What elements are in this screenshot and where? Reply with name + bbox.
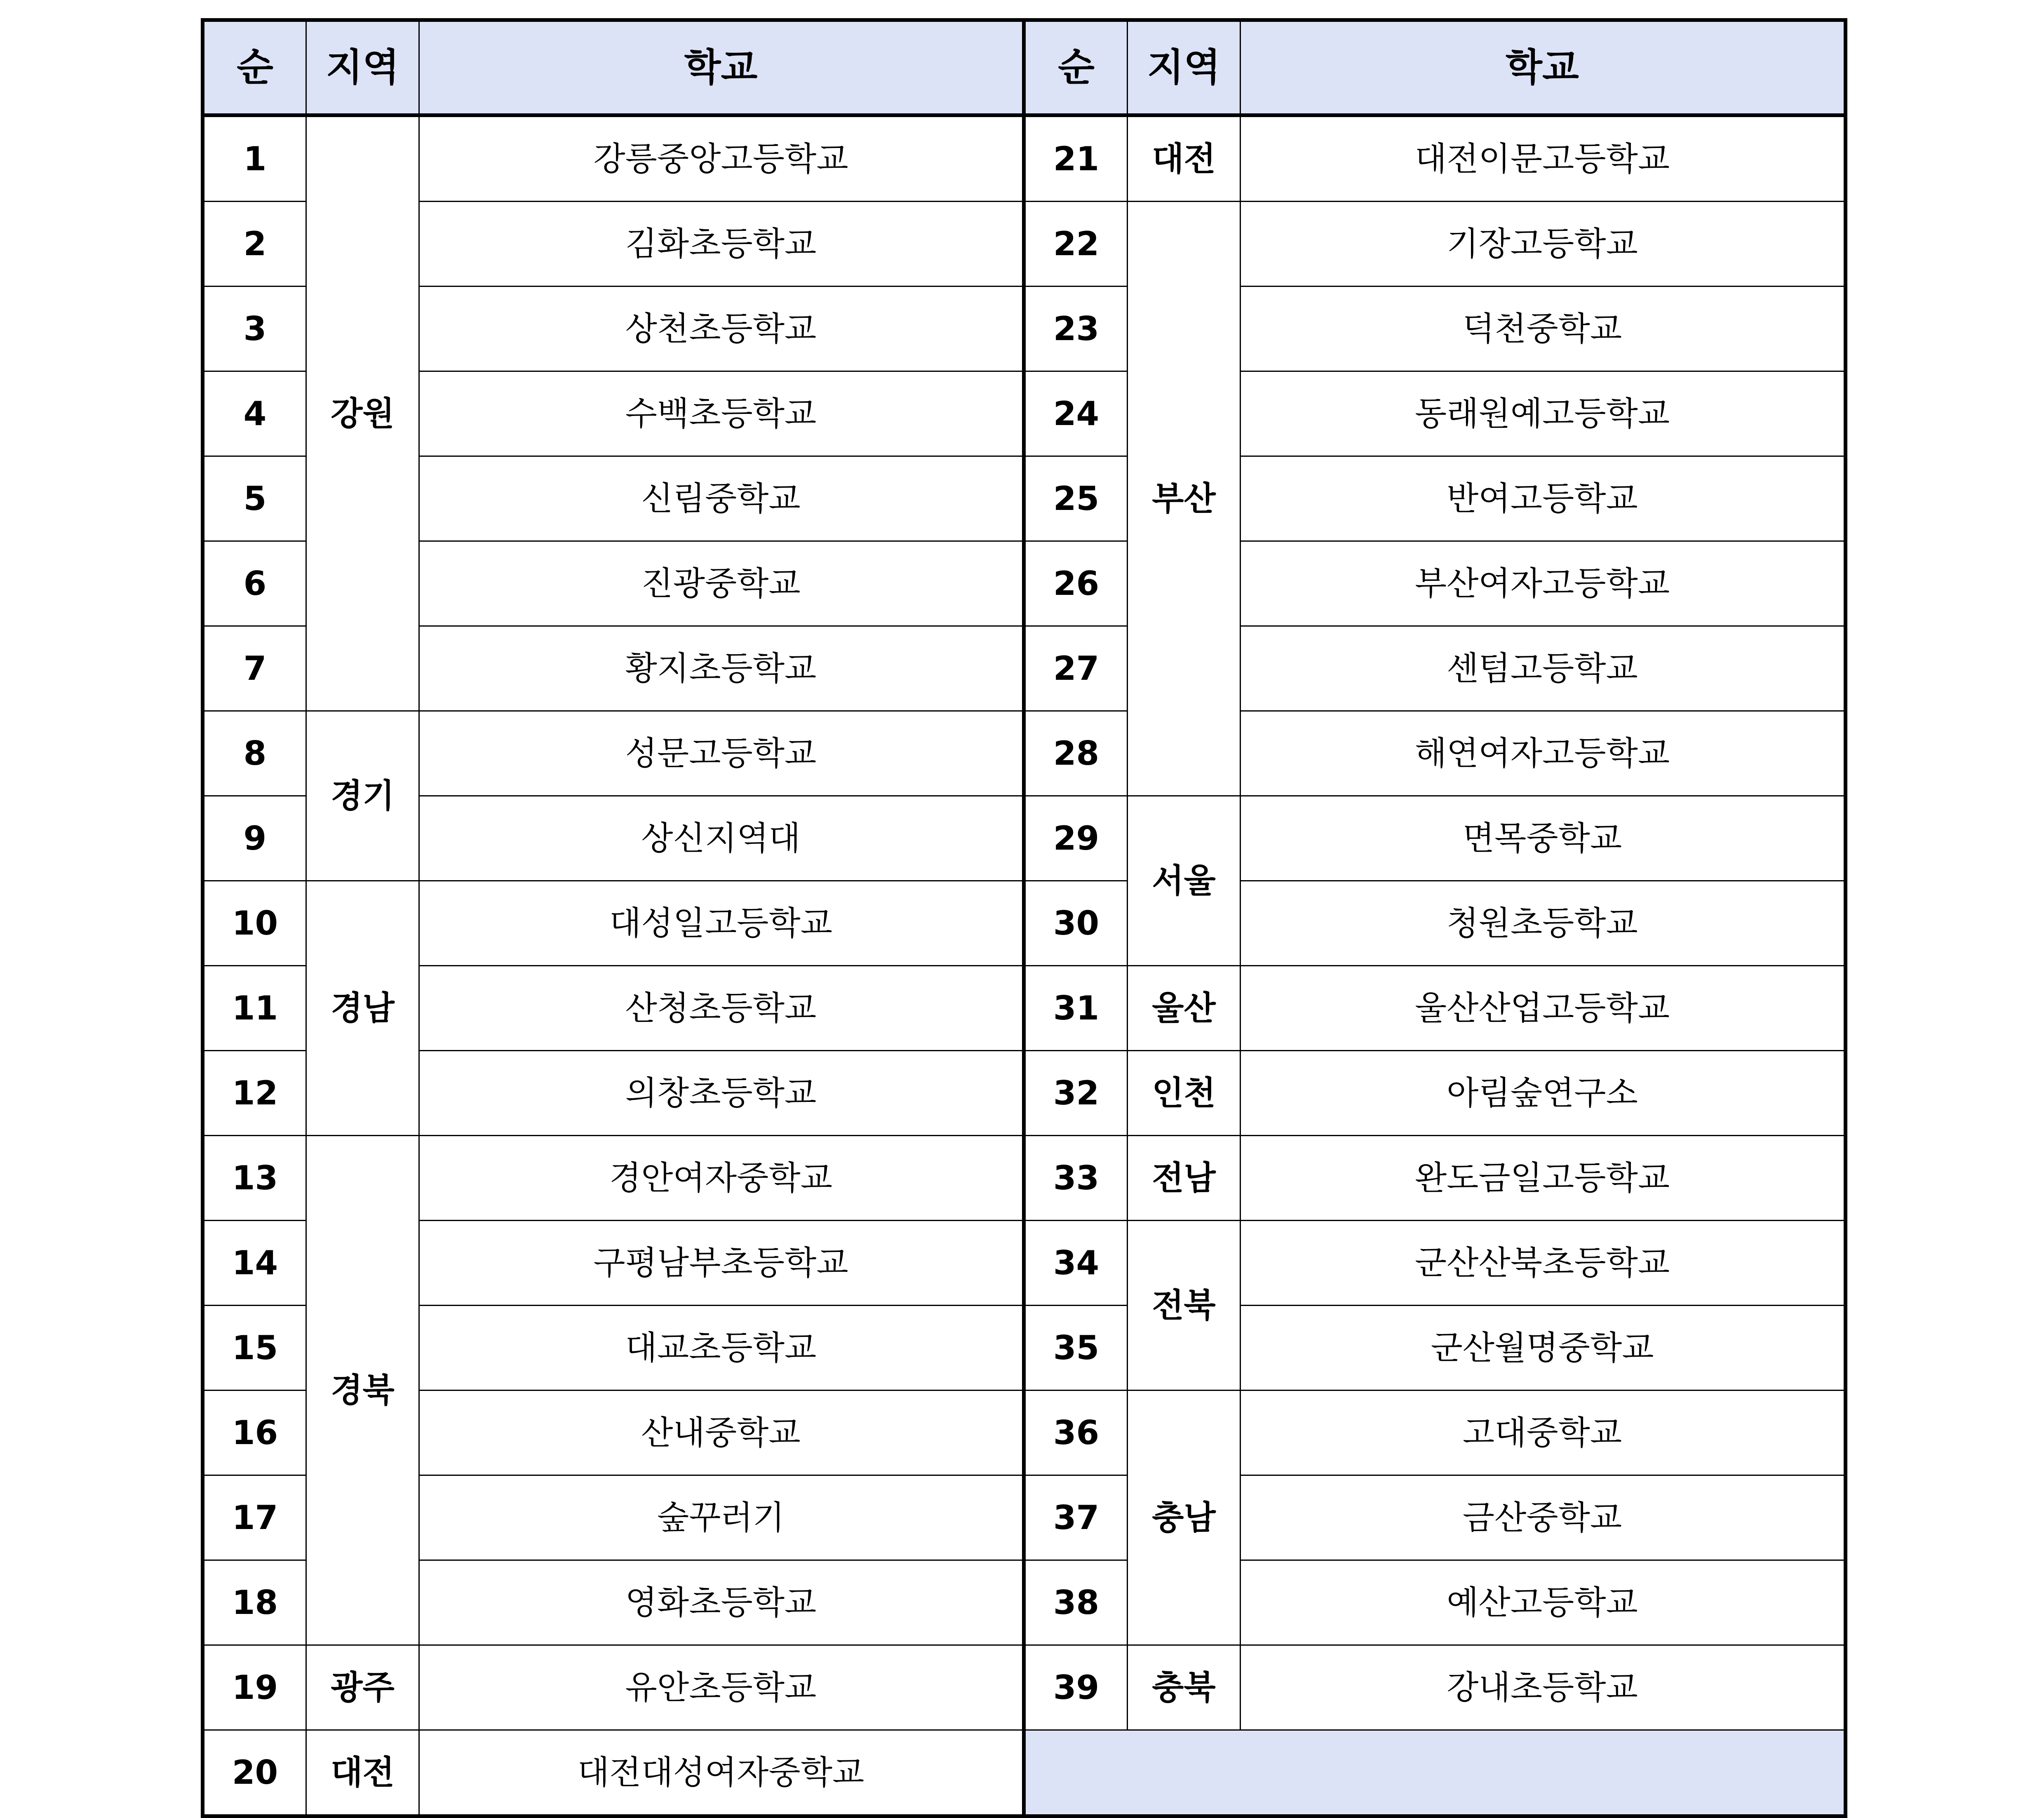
- region-cell: 광주: [306, 1645, 419, 1730]
- row-num: 29: [1024, 796, 1128, 881]
- row-num: 8: [203, 711, 306, 796]
- school-cell: 청원초등학교: [1240, 881, 1846, 966]
- row-num: 3: [203, 287, 306, 371]
- table-row: [203, 1221, 1846, 1306]
- region-cell: 대전: [306, 1730, 419, 1816]
- school-cell: 부산여자고등학교: [1240, 541, 1846, 626]
- row-num: 25: [1024, 456, 1128, 541]
- school-cell: 완도금일고등학교: [1240, 1136, 1846, 1221]
- school-cell: 산청초등학교: [419, 966, 1024, 1051]
- row-num: 1: [203, 115, 306, 202]
- row-num: 30: [1024, 881, 1128, 966]
- school-cell: 대전대성여자중학교: [419, 1730, 1024, 1816]
- school-cell: 동래원예고등학교: [1240, 371, 1846, 456]
- table-row: [203, 1051, 1846, 1136]
- row-num: 28: [1024, 711, 1128, 796]
- header-school: 학교: [419, 20, 1024, 115]
- row-num: 27: [1024, 626, 1128, 711]
- row-num: 14: [203, 1221, 306, 1306]
- table-row: [203, 1730, 1846, 1816]
- school-cell: 상천초등학교: [419, 287, 1024, 371]
- school-cell: 반여고등학교: [1240, 456, 1846, 541]
- school-cell: 진광중학교: [419, 541, 1024, 626]
- table-row: [203, 626, 1846, 711]
- school-cell: 아림숲연구소: [1240, 1051, 1846, 1136]
- school-cell: 예산고등학교: [1240, 1560, 1846, 1645]
- table-row: [203, 115, 1846, 202]
- region-cell: 전북: [1128, 1221, 1240, 1391]
- school-cell: 군산월명중학교: [1240, 1306, 1846, 1391]
- row-num: 4: [203, 371, 306, 456]
- row-num: 24: [1024, 371, 1128, 456]
- empty-filler-cell: [1024, 1730, 1846, 1816]
- table-row: [203, 1306, 1846, 1391]
- school-cell: 경안여자중학교: [419, 1136, 1024, 1221]
- table-row: [203, 1560, 1846, 1645]
- school-cell: 고대중학교: [1240, 1391, 1846, 1475]
- school-cell: 대교초등학교: [419, 1306, 1024, 1391]
- table-row: [203, 1136, 1846, 1221]
- table-row: [203, 456, 1846, 541]
- region-cell: 부산: [1128, 202, 1240, 796]
- table-row: [203, 1475, 1846, 1560]
- table-row: [203, 1391, 1846, 1475]
- school-cell: 군산산북초등학교: [1240, 1221, 1846, 1306]
- row-num: 37: [1024, 1475, 1128, 1560]
- row-num: 31: [1024, 966, 1128, 1051]
- table-row: [203, 796, 1846, 881]
- school-cell: 금산중학교: [1240, 1475, 1846, 1560]
- row-num: 15: [203, 1306, 306, 1391]
- row-num: 35: [1024, 1306, 1128, 1391]
- school-cell: 센텀고등학교: [1240, 626, 1846, 711]
- school-cell: 수백초등학교: [419, 371, 1024, 456]
- header-region: 지역: [306, 20, 419, 115]
- row-num: 34: [1024, 1221, 1128, 1306]
- region-cell: 서울: [1128, 796, 1240, 966]
- region-cell: 인천: [1128, 1051, 1240, 1136]
- row-num: 17: [203, 1475, 306, 1560]
- row-num: 33: [1024, 1136, 1128, 1221]
- row-num: 23: [1024, 287, 1128, 371]
- row-num: 13: [203, 1136, 306, 1221]
- header-region: 지역: [1128, 20, 1240, 115]
- school-cell: 유안초등학교: [419, 1645, 1024, 1730]
- row-num: 9: [203, 796, 306, 881]
- region-cell: 충북: [1128, 1645, 1240, 1730]
- table-row: [203, 287, 1846, 371]
- region-cell: 경남: [306, 881, 419, 1136]
- row-num: 11: [203, 966, 306, 1051]
- school-cell: 상신지역대: [419, 796, 1024, 881]
- school-cell: 울산산업고등학교: [1240, 966, 1846, 1051]
- row-num: 6: [203, 541, 306, 626]
- row-num: 21: [1024, 115, 1128, 202]
- row-num: 20: [203, 1730, 306, 1816]
- row-num: 19: [203, 1645, 306, 1730]
- school-cell: 김화초등학교: [419, 202, 1024, 287]
- header-num: 순: [203, 20, 306, 115]
- row-num: 22: [1024, 202, 1128, 287]
- table-row: [203, 966, 1846, 1051]
- school-cell: 해연여자고등학교: [1240, 711, 1846, 796]
- row-num: 32: [1024, 1051, 1128, 1136]
- region-cell: 경기: [306, 711, 419, 881]
- table-row: [203, 1645, 1846, 1730]
- region-cell: 대전: [1128, 115, 1240, 202]
- school-cell: 황지초등학교: [419, 626, 1024, 711]
- school-cell: 숲꾸러기: [419, 1475, 1024, 1560]
- row-num: 39: [1024, 1645, 1128, 1730]
- school-cell: 구평남부초등학교: [419, 1221, 1024, 1306]
- row-num: 36: [1024, 1391, 1128, 1475]
- row-num: 16: [203, 1391, 306, 1475]
- school-list-table: [201, 18, 1847, 1818]
- region-cell: 충남: [1128, 1391, 1240, 1645]
- school-cell: 신림중학교: [419, 456, 1024, 541]
- school-cell: 영화초등학교: [419, 1560, 1024, 1645]
- table-row: [203, 711, 1846, 796]
- school-cell: 덕천중학교: [1240, 287, 1846, 371]
- school-cell: 성문고등학교: [419, 711, 1024, 796]
- row-num: 10: [203, 881, 306, 966]
- row-num: 26: [1024, 541, 1128, 626]
- region-cell: 강원: [306, 115, 419, 711]
- row-num: 12: [203, 1051, 306, 1136]
- header-school: 학교: [1240, 20, 1846, 115]
- school-cell: 강내초등학교: [1240, 1645, 1846, 1730]
- table-row: [203, 202, 1846, 287]
- row-num: 7: [203, 626, 306, 711]
- region-cell: 울산: [1128, 966, 1240, 1051]
- school-cell: 의창초등학교: [419, 1051, 1024, 1136]
- row-num: 2: [203, 202, 306, 287]
- school-cell: 강릉중앙고등학교: [419, 115, 1024, 202]
- table-row: [203, 541, 1846, 626]
- school-cell: 대성일고등학교: [419, 881, 1024, 966]
- header-row: [203, 20, 1846, 115]
- school-cell: 기장고등학교: [1240, 202, 1846, 287]
- row-num: 18: [203, 1560, 306, 1645]
- header-num: 순: [1024, 20, 1128, 115]
- school-cell: 대전이문고등학교: [1240, 115, 1846, 202]
- row-num: 38: [1024, 1560, 1128, 1645]
- row-num: 5: [203, 456, 306, 541]
- school-cell: 산내중학교: [419, 1391, 1024, 1475]
- region-cell: 경북: [306, 1136, 419, 1645]
- table-row: [203, 881, 1846, 966]
- region-cell: 전남: [1128, 1136, 1240, 1221]
- school-cell: 면목중학교: [1240, 796, 1846, 881]
- table-row: [203, 371, 1846, 456]
